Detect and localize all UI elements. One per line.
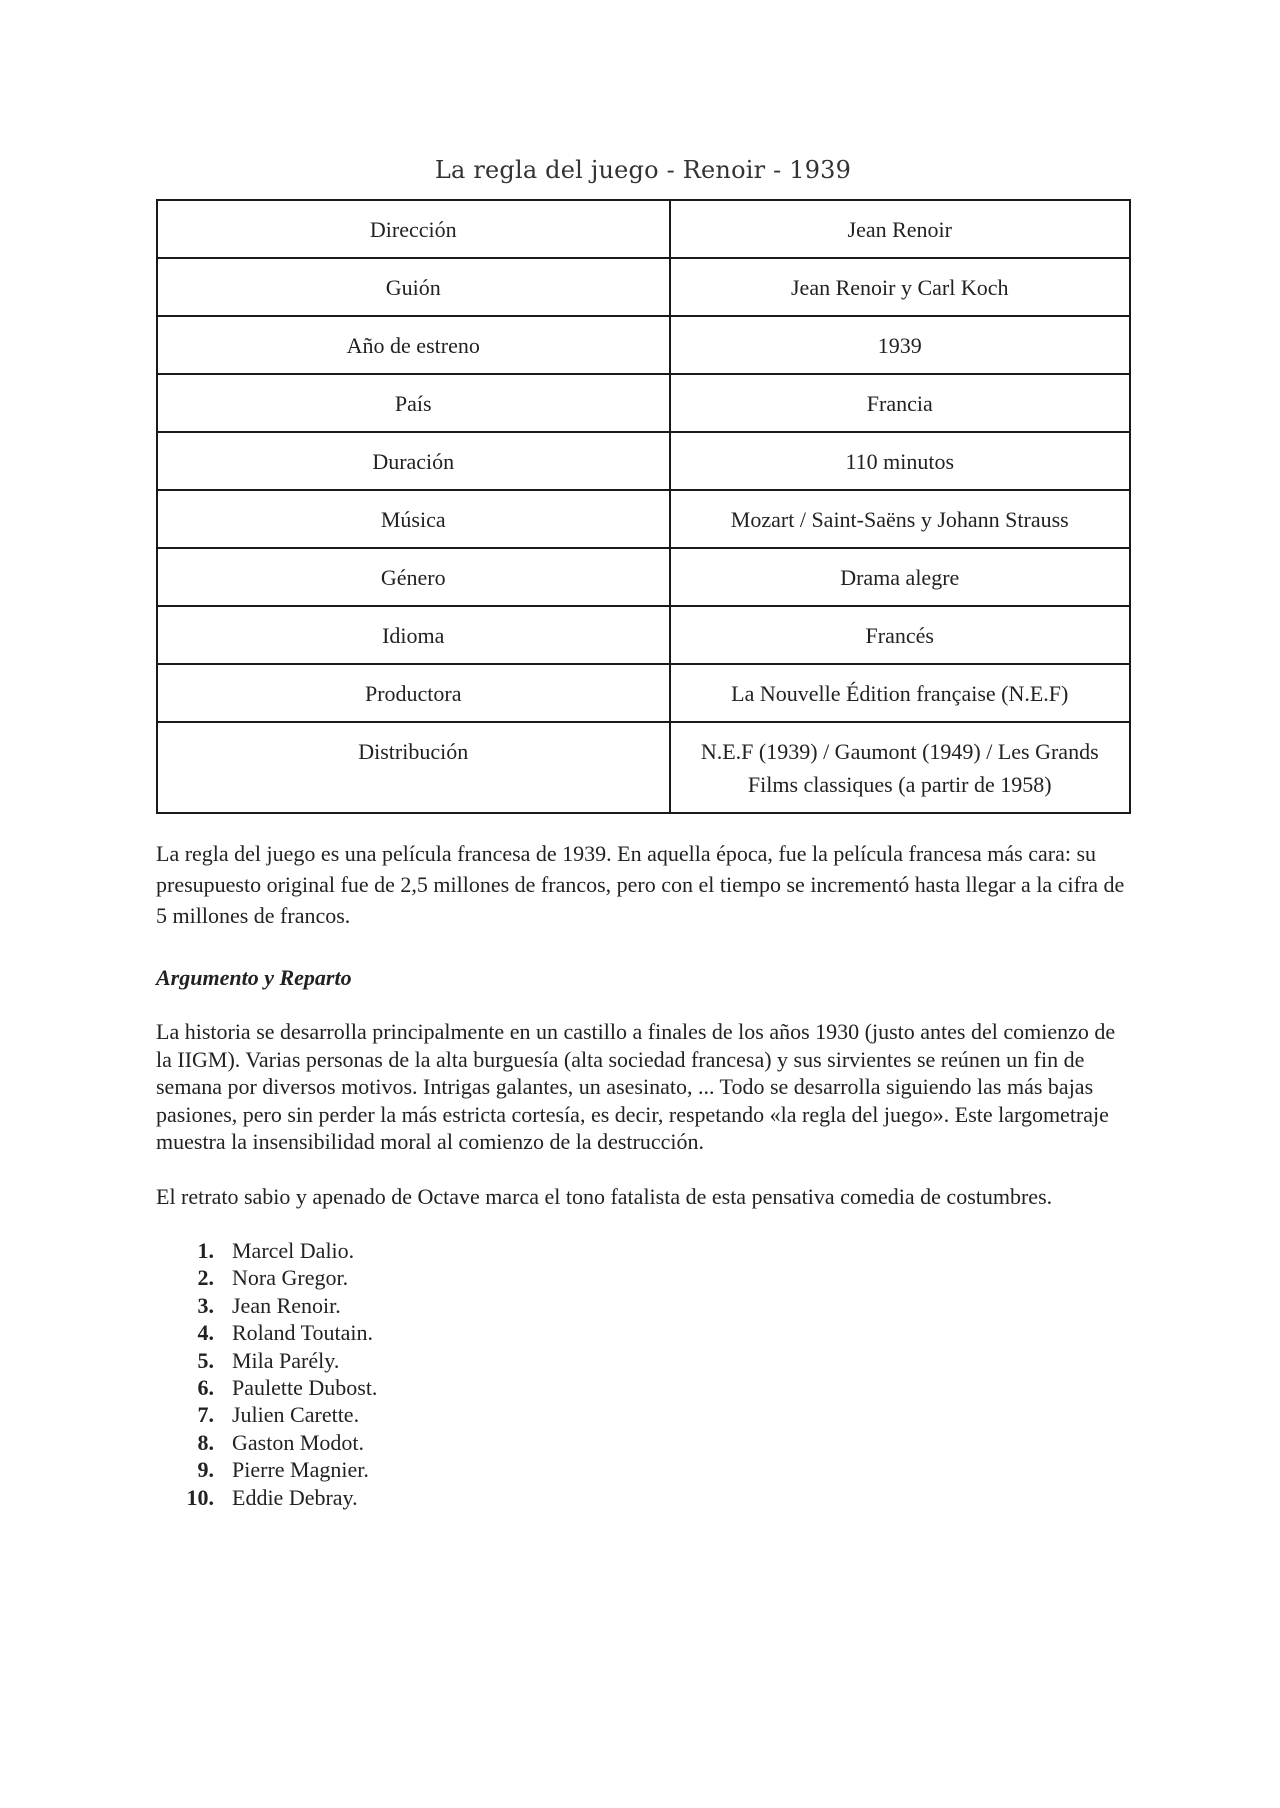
list-number: 3. [197,1292,214,1318]
table-row [157,200,1130,258]
table-row [157,548,1130,606]
row-value: Drama alegre [670,548,1131,606]
section-heading: Argumento y Reparto [156,965,352,990]
table-row [157,258,1130,316]
list-number: 8. [197,1429,214,1455]
row-value: Jean Renoir [670,200,1131,258]
retrato-paragraph: El retrato sabio y apenado de Octave marca el tono fatalista de esta pensativa comedia de costumbres. [156,1184,1053,1209]
cast-name: Paulette Dubost. [232,1375,378,1401]
table-row [157,432,1130,490]
row-value: 110 minutos [670,432,1131,490]
document-title: La regla del juego - Renoir - 1939 [434,156,852,184]
list-item [156,1292,377,1319]
cast-list [156,1237,377,1511]
row-value: Francés [670,606,1131,664]
cast-name: Gaston Modot. [232,1429,364,1455]
row-value: 1939 [670,316,1131,374]
row-value: Francia [670,374,1131,432]
table-row [157,374,1130,432]
list-item [156,1429,377,1456]
intro-paragraph: La regla del juego es una película francesa de 1939. En aquella época, fue la película francesa más cara: su presupuesto original fue de 2,5 millones de francos, pero con el tiempo se incrementó hasta llegar a la cifra de 5 millones de francos. [156,841,1125,928]
list-item [156,1401,377,1428]
row-label: Duración [157,432,670,490]
list-item [156,1319,377,1346]
cast-name: Pierre Magnier. [232,1457,369,1483]
row-label: Guión [157,258,670,316]
row-value: Mozart / Saint-Saëns y Johann Strauss [670,490,1131,548]
row-label: Año de estreno [157,316,670,374]
list-number: 2. [197,1265,214,1291]
list-number: 10. [186,1484,214,1510]
cast-name: Roland Toutain. [232,1320,374,1346]
list-number: 5. [197,1347,214,1373]
cast-name: Mila Parély. [232,1347,340,1373]
list-number: 9. [197,1457,214,1483]
cast-name: Nora Gregor. [232,1265,349,1291]
list-number: 4. [197,1320,214,1346]
row-label: Idioma [157,606,670,664]
row-label: Productora [157,664,670,722]
row-value: N.E.F (1939) / Gaumont (1949) / Les Grands Films classiques (a partir de 1958) [670,722,1131,813]
list-item [156,1484,377,1511]
row-label: Música [157,490,670,548]
cast-name: Jean Renoir. [232,1292,341,1318]
row-label: Dirección [157,200,670,258]
story-paragraph: La historia se desarrolla principalmente en un castillo a finales de los años 1930 (justo antes del comienzo de la IIGM). Varias personas de la alta burguesía (alta sociedad francesa) y sus sirvientes se reúnen un fin de semana por diversos motivos. Intrigas galantes, un asesinato, ... Todo se desarrolla siguiendo las más bajas pasiones, pero sin perder la más estricta cortesía, es decir, respetando «la regla del juego». Este largometraje muestra la insensibilidad moral al comienzo de la destrucción. [156,1019,1116,1154]
row-label: País [157,374,670,432]
row-label: Distribución [157,722,670,813]
table-row [157,664,1130,722]
list-item [156,1237,377,1264]
list-item [156,1374,377,1401]
row-value: Jean Renoir y Carl Koch [670,258,1131,316]
list-item [156,1347,377,1374]
list-number: 1. [197,1238,214,1263]
row-label: Género [157,548,670,606]
film-info-table [156,199,1131,814]
table-row [157,316,1130,374]
list-item [156,1264,377,1291]
list-number: 7. [197,1402,214,1428]
list-item [156,1456,377,1483]
table-row [157,722,1130,813]
table-row [157,606,1130,664]
cast-name: Marcel Dalio. [232,1238,355,1263]
cast-name: Eddie Debray. [232,1484,358,1510]
cast-name: Julien Carette. [232,1402,360,1428]
table-row [157,490,1130,548]
row-value: La Nouvelle Édition française (N.E.F) [670,664,1131,722]
list-number: 6. [197,1375,214,1401]
